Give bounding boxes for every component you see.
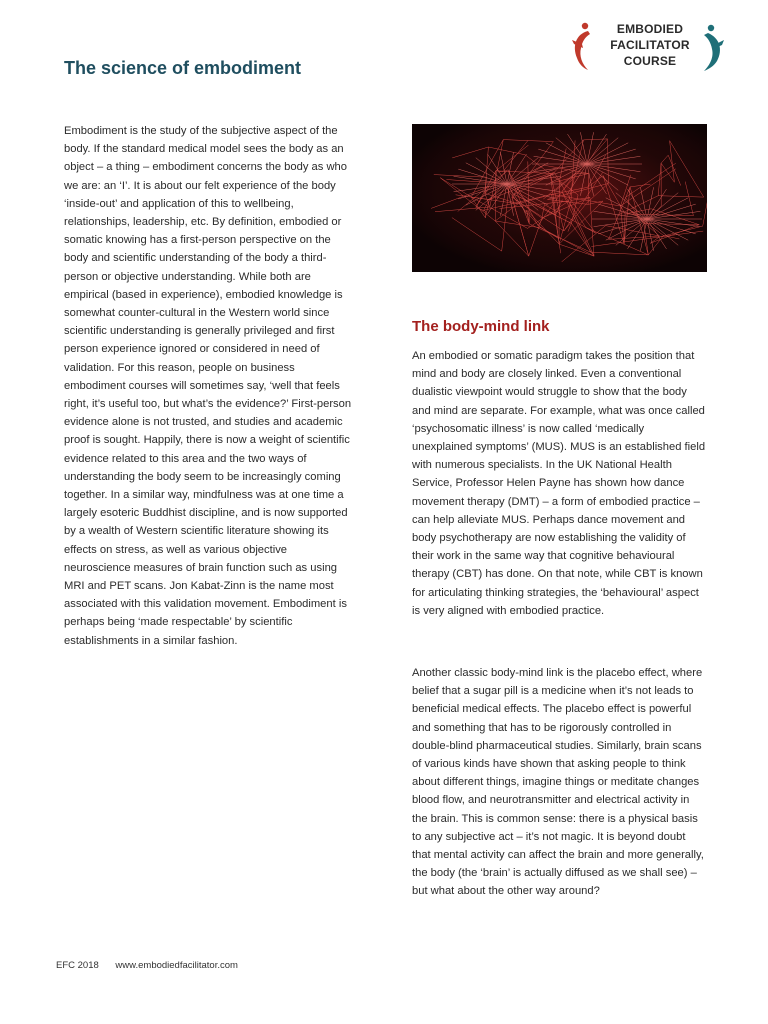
section-title-body-mind-link: The body-mind link <box>412 318 550 335</box>
course-logo <box>568 20 728 74</box>
page-footer <box>56 960 252 971</box>
neural-mesh-illustration <box>412 124 707 272</box>
page-title: The science of embodiment <box>64 58 302 78</box>
footer-label: EFC 2018 <box>56 960 99 971</box>
logo-wordmark <box>600 21 700 69</box>
logo-line-2: FACILITATOR <box>610 38 690 52</box>
intro-paragraph: Embodiment is the study of the subjective aspect of the body. If the standard medical model sees the body as an object – a thing – embodiment concerns the body as who we are: an ‘I’. It is about our felt experience of the body ‘inside-out’ and application of this to wellbeing, relationships, leadership, etc. By definition, embodied or somatic knowing has a first-person perspective on the body and scientific understanding of the body a third-person or objective understanding. While both are empirical (based in experience), embodied knowledge is somewhat counter-cultural in the Western world since scientific understanding is generally privileged and first person experience ignored or considered in need of validation. For this reason, people on business embodiment courses will sometimes say, ‘well that feels right, it’s useful too, but what’s the evidence?’ First-person evidence alone is not trusted, and studies and academic proof is sought. Happily, there is now a weight of scientific evidence related to this area and the two ways of understanding the body seem to be increasingly coming together. In a similar way, mindfulness was at one time a largely esoteric Buddhist discipline, and is now supported by a wealth of Western scientific literature showing its effects on stress, as well as various objective neuroscience measures of brain function such as using MRI and PET scans. Jon Kabat-Zinn is the name most associated with this validation movement. Embodiment is perhaps being ‘made respectable’ by scientific establishments in a similar fashion. <box>64 125 352 647</box>
right-column-paragraph-1 <box>412 347 706 620</box>
right-column-paragraph-2 <box>412 664 706 901</box>
logo-line-1: EMBODIED <box>616 22 684 36</box>
body-mind-paragraph-2: Another classic body-mind link is the placebo effect, where belief that a sugar pill is a medicine when it’s not leads to beneficial medical effects. The placebo effect is powerful and something that has to be rigorously controlled in double-blind pharmaceutical studies. Similarly, brain scans of various kinds have shown that asking people to think about different things, imagine things or meditate changes blood flow, and neurotransmitter and electrical activity in the brain. This is common sense: there is a physical basis to any subjective act – it’s not magic. It is beyond doubt that mental activity can affect the brain and more generally, the body (the ‘brain’ is actually diffused as we shall see) – but what about the other way around? <box>412 667 704 898</box>
left-column <box>64 122 356 650</box>
neural-network-image <box>412 124 707 272</box>
footer-website-link[interactable]: www.embodiedfacilitator.com <box>115 960 238 971</box>
body-mind-paragraph-1: An embodied or somatic paradigm takes the position that mind and body are closely linked. Even a conventional dualistic viewpoint would struggle to show that the body and mind are separate. For example, what was once called ‘psychosomatic illness’ is now called ‘medically unexplained symptoms’ (MUS). MUS is an established field with numerous specialists. In the UK National Health Service, Professor Helen Payne has shown how dance movement therapy (DMT) – a form of embodied practice – can help alleviate MUS. Perhaps dance movement and body psychotherapy are now establishing the validity of their work in the same way that cognitive behavioural therapy (CBT) has done. On that note, while CBT is known for articulating thinking strategies, the ‘behavioural’ aspect is very aligned with embodied practice. <box>412 350 706 617</box>
logo-line-3: COURSE <box>623 54 677 68</box>
